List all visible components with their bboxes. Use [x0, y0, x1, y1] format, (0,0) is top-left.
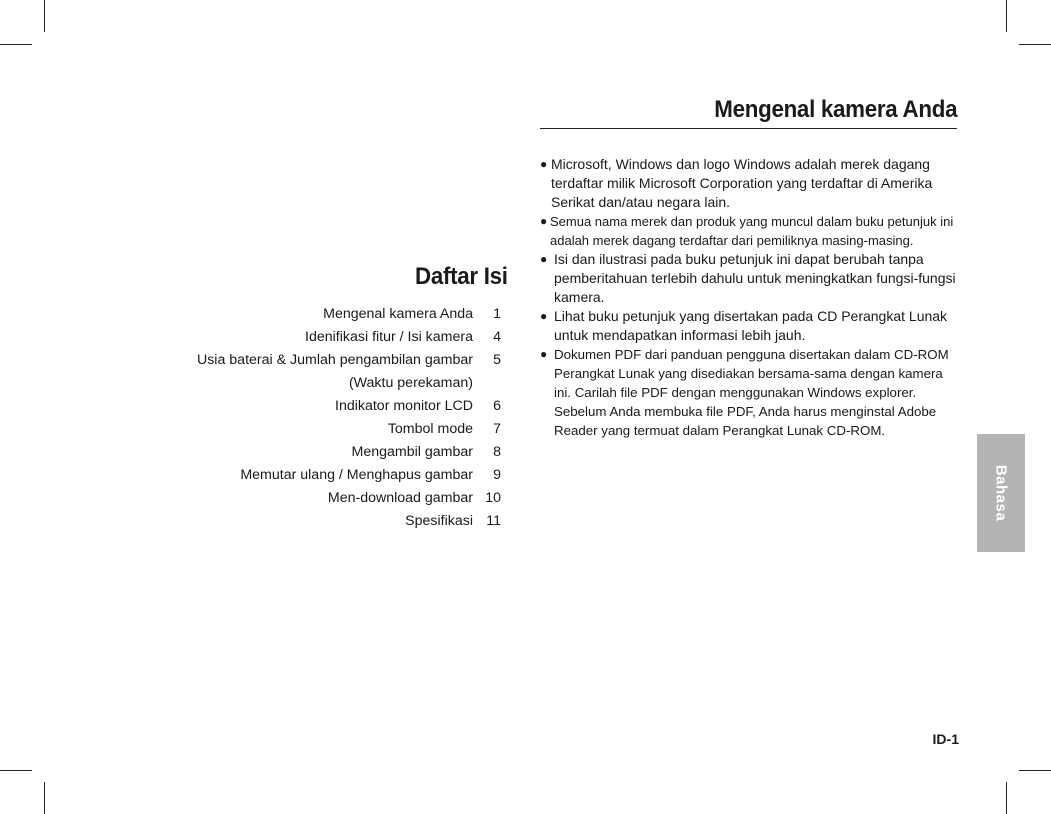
toc-entry[interactable] [197, 326, 501, 349]
crop-mark [1006, 782, 1007, 814]
section-title: Mengenal kamera Anda [714, 96, 957, 123]
crop-mark [44, 782, 45, 814]
crop-mark [0, 770, 32, 771]
toc-entry[interactable] [197, 349, 501, 372]
crop-mark [1019, 770, 1051, 771]
toc-entry-label: Mengenal kamera Anda [323, 306, 473, 322]
note-text: Isi dan ilustrasi pada buku petunjuk ini dapat berubah tanpa pemberitahuan terlebih dahulu untuk meningkatkan fungsi-fungsi kamera. [554, 251, 956, 305]
language-tab[interactable] [977, 434, 1025, 552]
note-item [540, 155, 960, 212]
toc-entry-label: Memutar ulang / Menghapus gambar [240, 467, 473, 483]
toc-entry[interactable] [197, 395, 501, 418]
section-rule [540, 128, 957, 129]
toc-entry[interactable] [197, 372, 501, 395]
crop-mark [1006, 0, 1007, 32]
toc-entry-label: Tombol mode [387, 421, 473, 437]
toc-entry-label: Men-download gambar [327, 490, 473, 506]
toc-entry-label: Spesifikasi [405, 513, 473, 529]
note-item [540, 250, 960, 307]
bullet-icon: ● [540, 214, 548, 228]
toc-entry-page: 9 [493, 467, 501, 483]
note-text: Semua nama merek dan produk yang muncul dalam buku petunjuk ini adalah merek dagang terdaftar dari pemiliknya masing-masing. [550, 214, 954, 248]
crop-mark [44, 0, 45, 32]
note-item [540, 212, 960, 250]
note-text: Microsoft, Windows dan logo Windows adalah merek dagang terdaftar milik Microsoft Corporation yang terdaftar di Amerika Serikat dan/atau negara lain. [551, 156, 933, 210]
note-item [540, 307, 960, 345]
bullet-icon: ● [540, 347, 548, 361]
toc-entry[interactable] [197, 464, 501, 487]
page-number: ID-1 [932, 731, 959, 747]
language-tab-label: Bahasa [992, 464, 1010, 522]
toc-entry-label: (Waktu perekaman) [348, 375, 473, 391]
toc-entry-label: Idenifikasi fitur / Isi kamera [305, 329, 473, 345]
toc-entry-label: Mengambil gambar [351, 444, 473, 460]
crop-mark [1019, 44, 1051, 45]
note-item [540, 345, 960, 440]
bullet-icon: ● [540, 157, 548, 171]
toc-entry-page: 7 [493, 421, 501, 437]
note-text: Dokumen PDF dari panduan pengguna disertakan dalam CD-ROM Perangkat Lunak yang disediakan bersama-sama dengan kamera ini. Carilah file PDF dengan menggunakan Windows explorer. Sebelum Anda membuka file PDF, Anda harus menginstal Adobe Reader yang termuat dalam Perangkat Lunak CD-ROM. [554, 347, 949, 438]
toc-entry-page: 8 [493, 444, 501, 460]
toc-entry-page: 1 [493, 306, 501, 322]
toc-entry-page: 11 [486, 513, 501, 529]
toc-entry-label: Usia baterai & Jumlah pengambilan gambar [196, 352, 473, 368]
bullet-icon: ● [540, 309, 548, 323]
toc-entry[interactable] [197, 441, 501, 464]
toc-entry[interactable] [197, 303, 501, 326]
toc-entry[interactable] [197, 418, 501, 441]
toc-entry-page: 10 [485, 490, 501, 506]
crop-mark [0, 44, 32, 45]
toc-entry-label: Indikator monitor LCD [335, 398, 473, 414]
toc-entry-page: 6 [493, 398, 501, 414]
toc-entry[interactable] [197, 510, 501, 533]
toc-entry-page: 4 [493, 329, 501, 345]
toc-entry-page: 5 [493, 352, 501, 368]
toc-list [197, 303, 501, 533]
note-text: Lihat buku petunjuk yang disertakan pada CD Perangkat Lunak untuk mendapatkan informasi lebih jauh. [554, 308, 948, 343]
toc-title: Daftar Isi [415, 263, 508, 290]
toc-entry[interactable] [197, 487, 501, 510]
bullet-icon: ● [540, 252, 548, 266]
notes-list [540, 155, 960, 440]
